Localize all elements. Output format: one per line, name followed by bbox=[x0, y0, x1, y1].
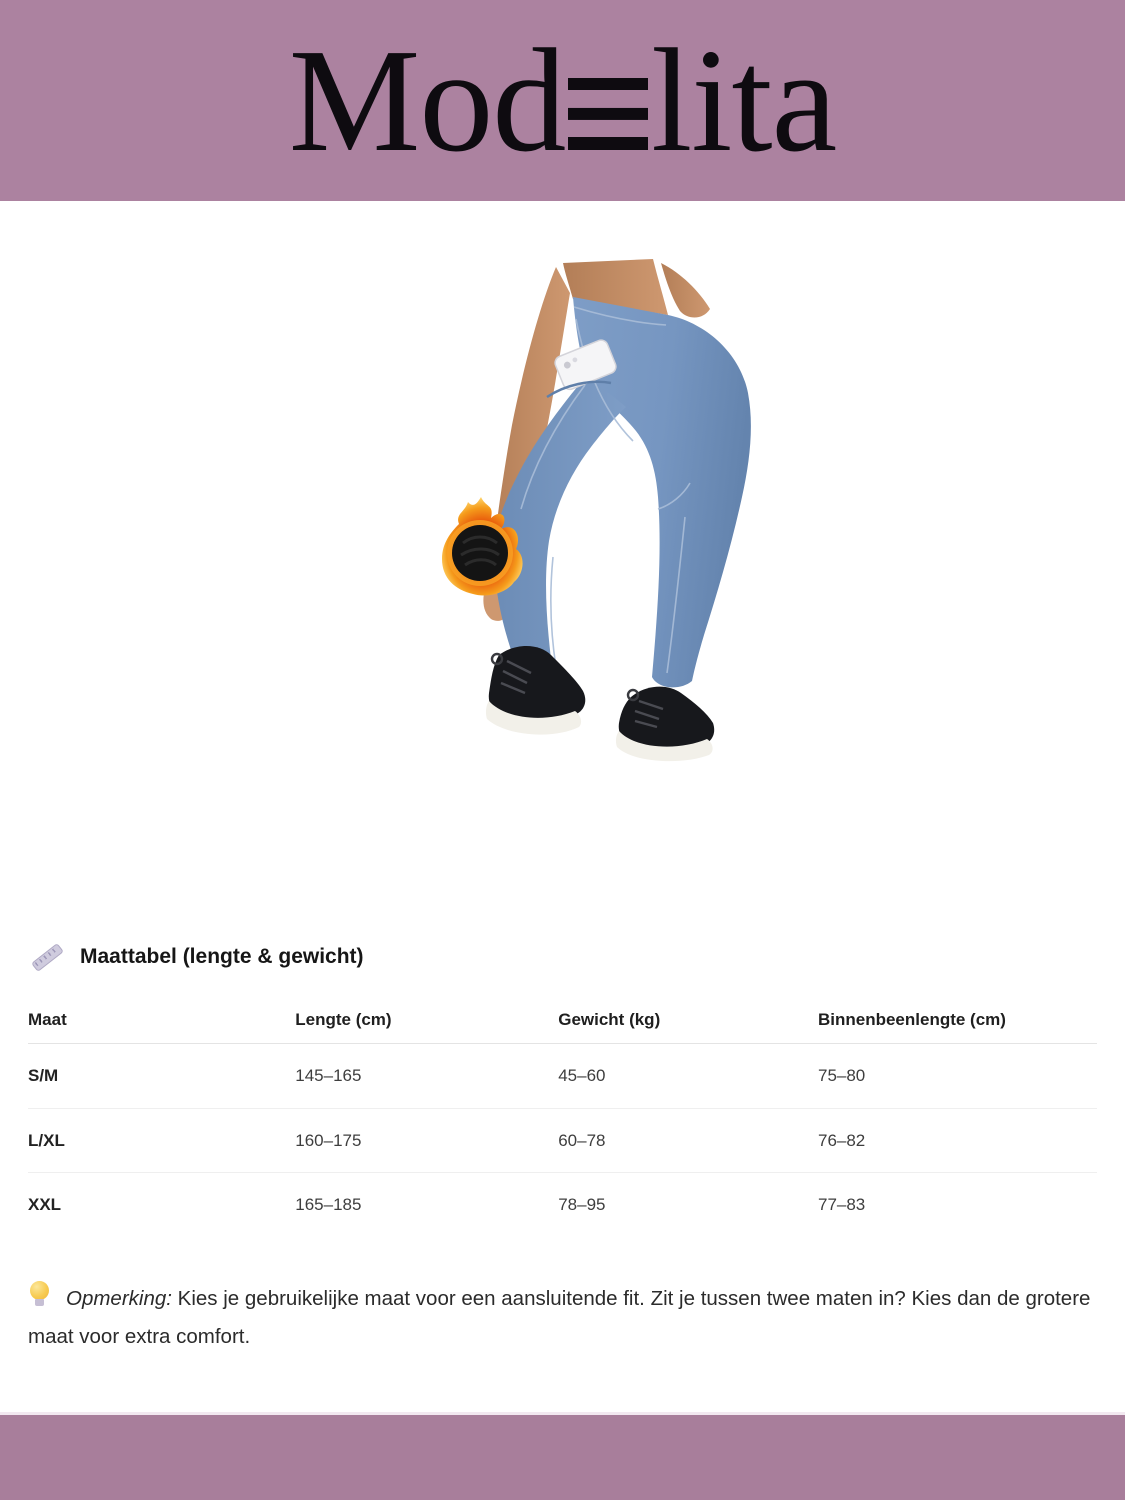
sizing-note bbox=[28, 1280, 1097, 1356]
size-table bbox=[28, 996, 1097, 1236]
table-row bbox=[28, 1044, 1097, 1108]
right-forearm bbox=[661, 263, 710, 318]
col-header-maat: Maat bbox=[28, 1009, 67, 1029]
table-row bbox=[28, 1172, 1097, 1236]
right-shoe bbox=[615, 687, 713, 762]
col-header-lengte: Lengte (cm) bbox=[295, 1009, 392, 1029]
cell-gewicht: 60–78 bbox=[558, 1130, 606, 1150]
cell-maat: XXL bbox=[28, 1194, 62, 1214]
table-header-row bbox=[28, 996, 1097, 1044]
cell-gewicht: 78–95 bbox=[558, 1194, 606, 1214]
note-text: Kies je gebruikelijke maat voor een aansluitende fit. Zit je tussen twee maten in? Kies dan de grotere maat voor extra comfort. bbox=[28, 1287, 1091, 1348]
cell-binnenbeenlengte: 77–83 bbox=[817, 1194, 866, 1214]
left-shoe bbox=[485, 646, 584, 735]
cell-gewicht: 45–60 bbox=[558, 1066, 606, 1085]
cell-maat: S/M bbox=[28, 1066, 59, 1085]
logo-text-prefix: Mod bbox=[288, 18, 566, 183]
note-label: Opmerking: bbox=[66, 1287, 172, 1310]
table-row bbox=[28, 1108, 1097, 1172]
cell-maat: L/XL bbox=[28, 1130, 65, 1150]
col-header-binnenbeenlengte: Binnenbeenlengte (cm) bbox=[817, 1009, 1006, 1029]
section-title: Maattabel (lengte & gewicht) bbox=[80, 945, 364, 968]
stylized-e-glyph bbox=[568, 78, 648, 150]
lightbulb-icon bbox=[28, 1281, 52, 1311]
col-header-gewicht: Gewicht (kg) bbox=[558, 1009, 661, 1029]
brand-logo bbox=[288, 18, 837, 183]
cell-binnenbeenlengte: 76–82 bbox=[817, 1130, 866, 1150]
footer-band bbox=[0, 1412, 1125, 1500]
cell-lengte: 165–185 bbox=[295, 1194, 362, 1214]
size-table-section bbox=[28, 940, 1097, 1236]
cell-binnenbeenlengte: 75–80 bbox=[817, 1066, 866, 1085]
cell-lengte: 145–165 bbox=[295, 1066, 362, 1085]
ruler-icon bbox=[28, 940, 66, 974]
header-band bbox=[0, 0, 1125, 201]
section-title-row bbox=[28, 940, 1097, 974]
cell-lengte: 160–175 bbox=[295, 1130, 362, 1150]
logo-text-suffix: lita bbox=[651, 18, 837, 183]
leggings-illustration bbox=[435, 257, 775, 767]
product-image bbox=[435, 257, 775, 772]
